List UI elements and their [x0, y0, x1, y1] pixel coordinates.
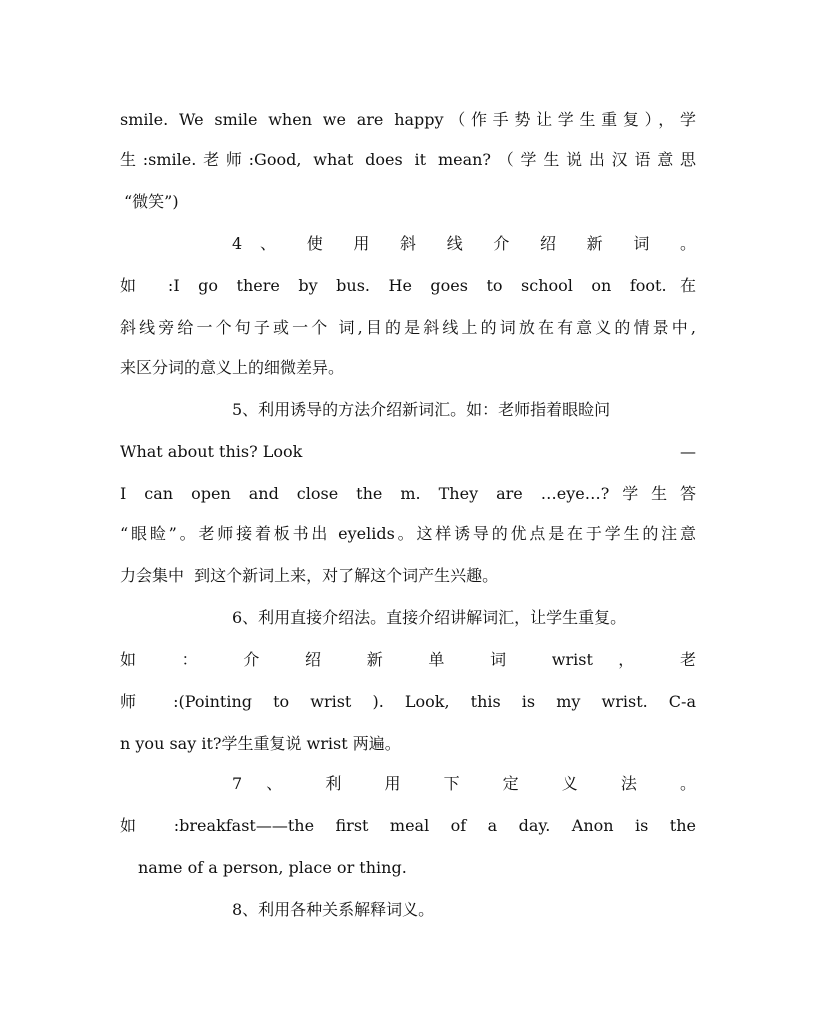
- text-line-20: 8、利用各种关系解释词义。: [232, 900, 435, 919]
- text-line-2: 生:smile.老师:Good, what does it mean?（学生说出汉语意思: [120, 150, 696, 169]
- text-line-8: 5、利用诱导的方法介绍新词汇。如：老师指着眼睑问: [232, 400, 611, 419]
- text-line-1: smile. We smile when we are happy（作手势让学生重复），学: [120, 110, 696, 129]
- text-line-19: name of a person, place or thing.: [138, 858, 407, 877]
- text-line-14: 如 ： 介 绍 新 单 词 wrist ， 老: [120, 650, 696, 669]
- text-line-3: “微笑”): [124, 192, 179, 211]
- text-line-7: 来区分词的意义上的细微差异。: [120, 358, 345, 377]
- text-line-9-tail: —: [680, 442, 696, 461]
- text-line-12: 力会集中 到这个新词上来，对了解这个词产生兴趣。: [120, 566, 499, 585]
- text-line-17: 7 、 利 用 下 定 义 法 。: [232, 774, 696, 793]
- text-line-18: 如 :breakfast——the first meal of a day. Anon is the: [120, 816, 696, 835]
- text-line-4: 4 、 使 用 斜 线 介 绍 新 词 。: [232, 234, 696, 253]
- text-line-11: “眼睑”。老师接着板书出 eyelids。这样诱导的优点是在于学生的注意: [120, 524, 696, 543]
- text-line-6: 斜线旁给一个句子或一个 词,目的是斜线上的词放在有意义的情景中,: [120, 318, 696, 337]
- text-line-5: 如 :I go there by bus. He goes to school on foot.在: [120, 276, 696, 295]
- text-line-16: n you say it?学生重复说 wrist 两遍。: [120, 734, 401, 753]
- text-line-9: What about this? Look: [120, 442, 303, 461]
- text-line-15: 师 :(Pointing to wrist ). Look, this is my wrist. C-a: [120, 692, 696, 711]
- text-line-10: I can open and close the m. They are …eye…?学生答: [120, 484, 696, 503]
- text-line-13: 6、利用直接介绍法。直接介绍讲解词汇，让学生重复。: [232, 608, 627, 627]
